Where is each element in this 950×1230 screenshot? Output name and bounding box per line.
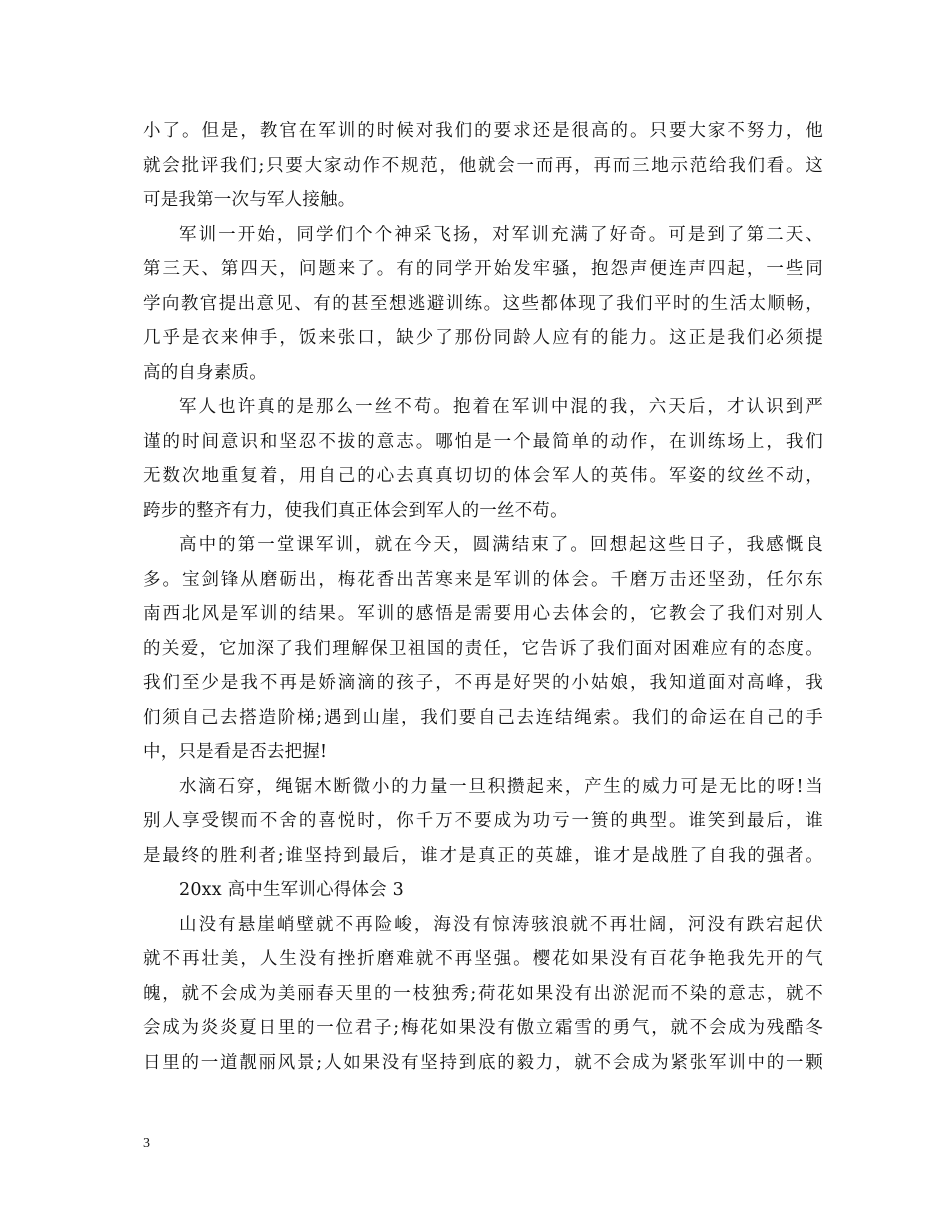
text-line: 军人也许真的是那么一丝不苟。抱着在军训中混的我，六天后，才认识到严 bbox=[179, 397, 823, 417]
text-line: 谨的时间意识和坚忍不拔的意志。哪怕是一个最简单的动作，在训练场上，我们 bbox=[143, 431, 823, 452]
text-line: 高的自身素质。 bbox=[143, 362, 267, 383]
text-line: 就不再壮美，人生没有挫折磨难就不再坚强。樱花如果没有百花争艳我先开的气 bbox=[143, 949, 823, 969]
text-line: 中，只是看是否去把握! bbox=[143, 742, 328, 762]
text-line: 山没有悬崖峭壁就不再险峻，海没有惊涛骇浪就不再壮阔，河没有跌宕起伏 bbox=[179, 914, 823, 935]
text-line: 高中的第一堂课军训，就在今天，圆满结束了。回想起这些日子，我感慨良 bbox=[179, 535, 823, 555]
text-line: 学向教官提出意见、有的甚至想逃避训练。这些都体现了我们平时的生活太顺畅， bbox=[143, 293, 823, 314]
text-line: 第三天、第四天，问题来了。有的同学开始发牢骚，抱怨声便连声四起，一些同 bbox=[143, 259, 823, 279]
text-line: 会成为炎炎夏日里的一位君子;梅花如果没有傲立霜雪的勇气，就不会成为残酷冬 bbox=[143, 1018, 823, 1038]
text-line: 小了。但是，教官在军训的时候对我们的要求还是很高的。只要大家不努力，他 bbox=[143, 121, 823, 141]
text-line: 无数次地重复着，用自己的心去真真切切的体会军人的英伟。军姿的纹丝不动， bbox=[143, 466, 823, 486]
body-text bbox=[143, 114, 823, 1080]
text-line: 日里的一道靓丽风景;人如果没有坚持到底的毅力，就不会成为紧张军训中的一颗 bbox=[143, 1052, 823, 1073]
text-line: 可是我第一次与军人接触。 bbox=[143, 190, 356, 210]
text-line: 军训一开始，同学们个个神采飞扬，对军训充满了好奇。可是到了第二天、 bbox=[179, 224, 823, 245]
section-heading: 20xx 高中生军训心得体会 3 bbox=[179, 880, 404, 900]
text-line: 几乎是衣来伸手，饭来张口，缺少了那份同龄人应有的能力。这正是我们必须提 bbox=[143, 328, 823, 348]
text-line: 南西北风是军训的结果。军训的感悟是需要用心去体会的，它教会了我们对别人 bbox=[143, 604, 823, 624]
text-line: 多。宝剑锋从磨砺出，梅花香出苦寒来是军训的体会。千磨万击还坚劲，任尔东 bbox=[143, 569, 823, 590]
text-line: 魄，就不会成为美丽春天里的一枝独秀;荷花如果没有出淤泥而不染的意志，就不 bbox=[143, 983, 823, 1004]
text-line: 们须自己去搭造阶梯;遇到山崖，我们要自己去连结绳索。我们的命运在自己的手 bbox=[143, 707, 823, 728]
text-line: 的关爱，它加深了我们理解保卫祖国的责任，它告诉了我们面对困难应有的态度。 bbox=[143, 638, 823, 659]
text-line: 就会批评我们;只要大家动作不规范，他就会一而再，再而三地示范给我们看。这 bbox=[143, 155, 823, 176]
page-number: 3 bbox=[143, 1136, 150, 1151]
text-line: 是最终的胜利者;谁坚持到最后，谁才是真正的英雄，谁才是战胜了自我的强者。 bbox=[143, 845, 823, 866]
text-line: 跨步的整齐有力，使我们真正体会到军人的一丝不苟。 bbox=[143, 500, 568, 521]
text-line: 我们至少是我不再是娇滴滴的孩子，不再是好哭的小姑娘，我知道面对高峰，我 bbox=[143, 673, 823, 693]
text-line: 水滴石穿，绳锯木断微小的力量一旦积攒起来，产生的威力可是无比的呀!当 bbox=[179, 776, 823, 797]
text-line: 别人享受锲而不舍的喜悦时，你千万不要成为功亏一篑的典型。谁笑到最后，谁 bbox=[143, 811, 823, 831]
